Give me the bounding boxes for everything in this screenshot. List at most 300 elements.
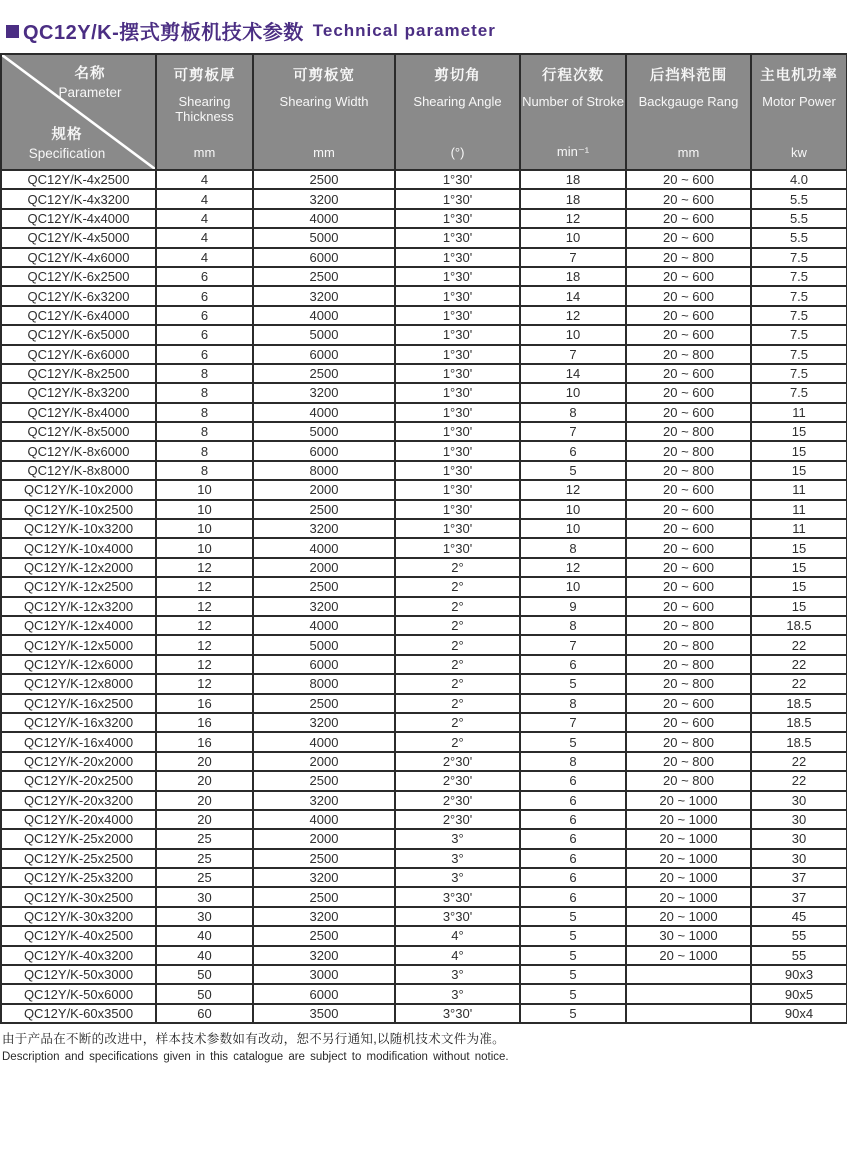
cell-width: 2000 [253,480,395,499]
cell-backgauge: 20 ~ 800 [626,422,751,441]
cell-angle: 2° [395,713,520,732]
cell-thickness: 6 [156,306,253,325]
cell-width: 3200 [253,907,395,926]
cell-thickness: 60 [156,1004,253,1023]
table-row [1,422,847,441]
cell-backgauge: 20 ~ 800 [626,441,751,460]
cell-power: 22 [751,655,847,674]
cell-power: 90x5 [751,984,847,1003]
column-header-1 [156,54,253,170]
cell-angle: 2°30' [395,752,520,771]
cell-width: 5000 [253,422,395,441]
table-row [1,1004,847,1023]
table-row [1,519,847,538]
column-header-en: Shearing Angle [413,94,502,109]
table-row [1,170,847,189]
cell-thickness: 12 [156,616,253,635]
cell-width: 2500 [253,849,395,868]
cell-angle: 2° [395,694,520,713]
cell-angle: 1°30' [395,480,520,499]
cell-model: QC12Y/K-40x2500 [1,926,156,945]
cell-angle: 2° [395,655,520,674]
cell-strokes: 8 [520,616,626,635]
column-header-zh: 可剪板厚 [173,68,236,84]
cell-backgauge: 20 ~ 800 [626,635,751,654]
cell-model: QC12Y/K-4x6000 [1,248,156,267]
table-row [1,267,847,286]
column-header-zh: 主电机功率 [760,68,838,84]
cell-thickness: 16 [156,732,253,751]
cell-power: 90x3 [751,965,847,984]
cell-angle: 1°30' [395,306,520,325]
cell-thickness: 4 [156,248,253,267]
column-header-zh: 后挡料范围 [649,68,728,84]
technical-parameters-table [0,53,847,1024]
cell-width: 5000 [253,228,395,247]
cell-backgauge: 20 ~ 1000 [626,887,751,906]
cell-strokes: 5 [520,965,626,984]
cell-backgauge: 20 ~ 1000 [626,829,751,848]
cell-power: 22 [751,635,847,654]
cell-model: QC12Y/K-50x3000 [1,965,156,984]
cell-model: QC12Y/K-8x3200 [1,383,156,402]
cell-power: 30 [751,791,847,810]
cell-strokes: 8 [520,538,626,557]
cell-model: QC12Y/K-12x2000 [1,558,156,577]
column-header-3 [395,54,520,170]
cell-thickness: 8 [156,383,253,402]
cell-angle: 1°30' [395,209,520,228]
cell-width: 3200 [253,713,395,732]
cell-model: QC12Y/K-12x5000 [1,635,156,654]
cell-backgauge [626,984,751,1003]
column-header-zh: 剪切角 [434,68,481,84]
cell-model: QC12Y/K-25x2500 [1,849,156,868]
cell-thickness: 12 [156,577,253,596]
cell-backgauge: 20 ~ 1000 [626,868,751,887]
cell-backgauge: 20 ~ 600 [626,694,751,713]
cell-angle: 3°30' [395,907,520,926]
cell-power: 30 [751,810,847,829]
cell-width: 3200 [253,946,395,965]
table-row [1,752,847,771]
cell-strokes: 7 [520,635,626,654]
table-row [1,306,847,325]
cell-backgauge: 20 ~ 600 [626,538,751,557]
cell-backgauge: 20 ~ 600 [626,364,751,383]
cell-power: 18.5 [751,616,847,635]
cell-strokes: 5 [520,907,626,926]
table-row [1,248,847,267]
cell-width: 2500 [253,694,395,713]
cell-power: 22 [751,752,847,771]
table-row [1,694,847,713]
cell-angle: 1°30' [395,267,520,286]
column-header-en: Motor Power [762,94,836,109]
cell-strokes: 14 [520,286,626,305]
cell-thickness: 6 [156,267,253,286]
page-title [0,0,847,53]
cell-width: 3200 [253,791,395,810]
cell-model: QC12Y/K-16x4000 [1,732,156,751]
header-row [1,54,847,170]
cell-width: 3000 [253,965,395,984]
cell-width: 5000 [253,635,395,654]
cell-width: 2500 [253,926,395,945]
cell-angle: 4° [395,926,520,945]
cell-angle: 2°30' [395,771,520,790]
table-row [1,829,847,848]
cell-power: 5.5 [751,228,847,247]
cell-model: QC12Y/K-8x4000 [1,403,156,422]
cell-width: 3200 [253,189,395,208]
cell-model: QC12Y/K-20x2500 [1,771,156,790]
cell-strokes: 18 [520,170,626,189]
cell-power: 37 [751,887,847,906]
cell-model: QC12Y/K-10x3200 [1,519,156,538]
cell-backgauge: 30 ~ 1000 [626,926,751,945]
cell-power: 45 [751,907,847,926]
cell-power: 15 [751,422,847,441]
cell-width: 6000 [253,345,395,364]
cell-width: 2500 [253,577,395,596]
cell-angle: 3° [395,849,520,868]
column-header-unit: mm [193,145,216,160]
cell-width: 4000 [253,810,395,829]
cell-strokes: 8 [520,403,626,422]
table-row [1,771,847,790]
cell-angle: 1°30' [395,422,520,441]
cell-backgauge: 20 ~ 800 [626,461,751,480]
cell-strokes: 6 [520,829,626,848]
corner-label-parameter [31,62,149,100]
table-row [1,403,847,422]
cell-backgauge: 20 ~ 1000 [626,791,751,810]
cell-model: QC12Y/K-8x8000 [1,461,156,480]
cell-backgauge: 20 ~ 600 [626,480,751,499]
cell-model: QC12Y/K-4x4000 [1,209,156,228]
cell-power: 15 [751,597,847,616]
column-header-2 [253,54,395,170]
cell-angle: 2°30' [395,810,520,829]
cell-model: QC12Y/K-30x2500 [1,887,156,906]
cell-power: 18.5 [751,732,847,751]
cell-angle: 1°30' [395,228,520,247]
cell-strokes: 7 [520,248,626,267]
cell-thickness: 6 [156,286,253,305]
cell-power: 90x4 [751,1004,847,1023]
cell-power: 37 [751,868,847,887]
cell-power: 5.5 [751,209,847,228]
cell-model: QC12Y/K-40x3200 [1,946,156,965]
cell-strokes: 8 [520,694,626,713]
corner-header-cell [1,54,156,170]
cell-strokes: 10 [520,383,626,402]
cell-width: 8000 [253,461,395,480]
cell-model: QC12Y/K-8x6000 [1,441,156,460]
cell-angle: 3°30' [395,887,520,906]
cell-model: QC12Y/K-8x2500 [1,364,156,383]
cell-strokes: 6 [520,441,626,460]
cell-width: 6000 [253,984,395,1003]
cell-thickness: 25 [156,829,253,848]
cell-strokes: 5 [520,732,626,751]
cell-thickness: 30 [156,887,253,906]
cell-power: 11 [751,519,847,538]
cell-power: 7.5 [751,248,847,267]
cell-backgauge: 20 ~ 800 [626,674,751,693]
cell-width: 2500 [253,267,395,286]
table-row [1,926,847,945]
cell-thickness: 10 [156,480,253,499]
table-row [1,655,847,674]
cell-power: 30 [751,829,847,848]
table-row [1,480,847,499]
cell-thickness: 20 [156,771,253,790]
cell-power: 18.5 [751,694,847,713]
cell-strokes: 8 [520,752,626,771]
cell-strokes: 7 [520,422,626,441]
cell-power: 30 [751,849,847,868]
cell-angle: 2° [395,674,520,693]
table-row [1,984,847,1003]
cell-width: 4000 [253,306,395,325]
cell-width: 6000 [253,248,395,267]
column-header-unit: min⁻¹ [556,144,590,159]
cell-width: 2000 [253,829,395,848]
column-header-unit: mm [677,145,700,160]
cell-backgauge: 20 ~ 600 [626,228,751,247]
cell-backgauge: 20 ~ 800 [626,732,751,751]
table-row [1,907,847,926]
cell-thickness: 4 [156,228,253,247]
cell-model: QC12Y/K-12x6000 [1,655,156,674]
cell-model: QC12Y/K-4x3200 [1,189,156,208]
cell-strokes: 9 [520,597,626,616]
cell-width: 3200 [253,868,395,887]
cell-thickness: 10 [156,500,253,519]
cell-power: 7.5 [751,267,847,286]
cell-width: 4000 [253,403,395,422]
table-row [1,577,847,596]
cell-backgauge: 20 ~ 600 [626,189,751,208]
cell-thickness: 6 [156,345,253,364]
cell-model: QC12Y/K-20x4000 [1,810,156,829]
cell-strokes: 5 [520,946,626,965]
table-row [1,674,847,693]
cell-power: 18.5 [751,713,847,732]
column-header-zh: 可剪板宽 [293,68,355,84]
cell-power: 7.5 [751,364,847,383]
column-header-4 [520,54,626,170]
table-row [1,791,847,810]
cell-power: 4.0 [751,170,847,189]
cell-backgauge: 20 ~ 1000 [626,946,751,965]
cell-angle: 3° [395,868,520,887]
cell-power: 11 [751,500,847,519]
cell-strokes: 5 [520,926,626,945]
cell-width: 6000 [253,441,395,460]
cell-angle: 2° [395,635,520,654]
footer-note-en: Description and specifications given in this catalogue are subject to modification without notice. [2,1051,509,1064]
cell-angle: 4° [395,946,520,965]
cell-angle: 3°30' [395,1004,520,1023]
cell-power: 7.5 [751,345,847,364]
cell-model: QC12Y/K-20x3200 [1,791,156,810]
column-header-en: Shearing Width [279,94,369,109]
cell-backgauge: 20 ~ 800 [626,616,751,635]
column-header-en: Shearing Thickness [175,94,234,125]
column-header-6 [751,54,847,170]
cell-angle: 1°30' [395,519,520,538]
cell-strokes: 6 [520,771,626,790]
cell-strokes: 5 [520,461,626,480]
cell-angle: 2° [395,616,520,635]
column-header-en: Number of Stroke [522,94,624,109]
cell-model: QC12Y/K-6x3200 [1,286,156,305]
cell-thickness: 8 [156,422,253,441]
cell-thickness: 30 [156,907,253,926]
cell-width: 2000 [253,558,395,577]
cell-power: 11 [751,480,847,499]
footer-note [2,1029,847,1063]
cell-power: 11 [751,403,847,422]
cell-strokes: 12 [520,480,626,499]
cell-width: 4000 [253,209,395,228]
cell-power: 5.5 [751,189,847,208]
cell-width: 3200 [253,597,395,616]
cell-angle: 1°30' [395,286,520,305]
cell-strokes: 12 [520,558,626,577]
cell-strokes: 18 [520,189,626,208]
cell-model: QC12Y/K-30x3200 [1,907,156,926]
table-row [1,325,847,344]
cell-angle: 1°30' [395,441,520,460]
column-header-en: Backgauge Rang [638,94,739,109]
corner-parameter-zh: 名称 [74,66,106,82]
cell-backgauge: 20 ~ 600 [626,519,751,538]
cell-strokes: 10 [520,519,626,538]
cell-model: QC12Y/K-6x2500 [1,267,156,286]
page-title-zh: QC12Y/K-摆式剪板机技术参数 [23,22,304,44]
cell-backgauge [626,1004,751,1023]
cell-backgauge: 20 ~ 1000 [626,810,751,829]
column-header-zh: 行程次数 [542,68,604,84]
cell-backgauge: 20 ~ 1000 [626,907,751,926]
cell-angle: 1°30' [395,248,520,267]
cell-backgauge: 20 ~ 600 [626,383,751,402]
table-row [1,616,847,635]
cell-width: 3200 [253,286,395,305]
table-row [1,597,847,616]
table-body [1,170,847,1023]
cell-angle: 1°30' [395,500,520,519]
table-row [1,965,847,984]
cell-backgauge: 20 ~ 600 [626,170,751,189]
cell-model: QC12Y/K-10x2500 [1,500,156,519]
cell-strokes: 7 [520,345,626,364]
cell-model: QC12Y/K-4x2500 [1,170,156,189]
cell-thickness: 12 [156,558,253,577]
cell-angle: 1°30' [395,538,520,557]
cell-thickness: 6 [156,325,253,344]
corner-specification-zh: 规格 [51,127,83,143]
cell-backgauge: 20 ~ 600 [626,209,751,228]
cell-model: QC12Y/K-16x2500 [1,694,156,713]
cell-thickness: 12 [156,674,253,693]
cell-thickness: 16 [156,713,253,732]
cell-thickness: 8 [156,364,253,383]
cell-power: 15 [751,538,847,557]
cell-model: QC12Y/K-8x5000 [1,422,156,441]
cell-thickness: 40 [156,946,253,965]
column-header-unit: kw [791,145,807,160]
cell-model: QC12Y/K-25x2000 [1,829,156,848]
cell-power: 15 [751,441,847,460]
cell-width: 3200 [253,383,395,402]
cell-strokes: 5 [520,1004,626,1023]
cell-width: 4000 [253,538,395,557]
cell-angle: 2° [395,558,520,577]
table-row [1,868,847,887]
cell-strokes: 6 [520,810,626,829]
cell-thickness: 20 [156,752,253,771]
cell-thickness: 10 [156,538,253,557]
cell-strokes: 10 [520,228,626,247]
table-row [1,345,847,364]
cell-strokes: 7 [520,713,626,732]
cell-thickness: 50 [156,965,253,984]
cell-backgauge: 20 ~ 600 [626,286,751,305]
cell-backgauge: 20 ~ 800 [626,655,751,674]
table-row [1,538,847,557]
table-row [1,887,847,906]
cell-backgauge: 20 ~ 600 [626,597,751,616]
cell-width: 4000 [253,616,395,635]
cell-width: 6000 [253,655,395,674]
cell-strokes: 12 [520,209,626,228]
cell-backgauge: 20 ~ 800 [626,771,751,790]
cell-angle: 3° [395,829,520,848]
cell-strokes: 5 [520,984,626,1003]
footer-note-zh: 由于产品在不断的改进中，样本技术参数如有改动，恕不另行通知,以随机技术文件为准。 [2,1032,505,1047]
cell-width: 8000 [253,674,395,693]
cell-power: 7.5 [751,383,847,402]
cell-power: 55 [751,946,847,965]
cell-power: 15 [751,558,847,577]
table-row [1,441,847,460]
cell-width: 3500 [253,1004,395,1023]
table-row [1,228,847,247]
table-row [1,732,847,751]
cell-model: QC12Y/K-25x3200 [1,868,156,887]
cell-strokes: 6 [520,849,626,868]
cell-strokes: 10 [520,577,626,596]
table-row [1,558,847,577]
cell-thickness: 12 [156,597,253,616]
cell-model: QC12Y/K-6x5000 [1,325,156,344]
cell-model: QC12Y/K-12x2500 [1,577,156,596]
corner-specification-en: Specification [28,146,106,161]
cell-backgauge: 20 ~ 600 [626,267,751,286]
cell-model: QC12Y/K-4x5000 [1,228,156,247]
corner-parameter-en: Parameter [58,85,122,100]
cell-thickness: 40 [156,926,253,945]
table-row [1,189,847,208]
cell-model: QC12Y/K-12x3200 [1,597,156,616]
cell-strokes: 6 [520,791,626,810]
table-row [1,810,847,829]
